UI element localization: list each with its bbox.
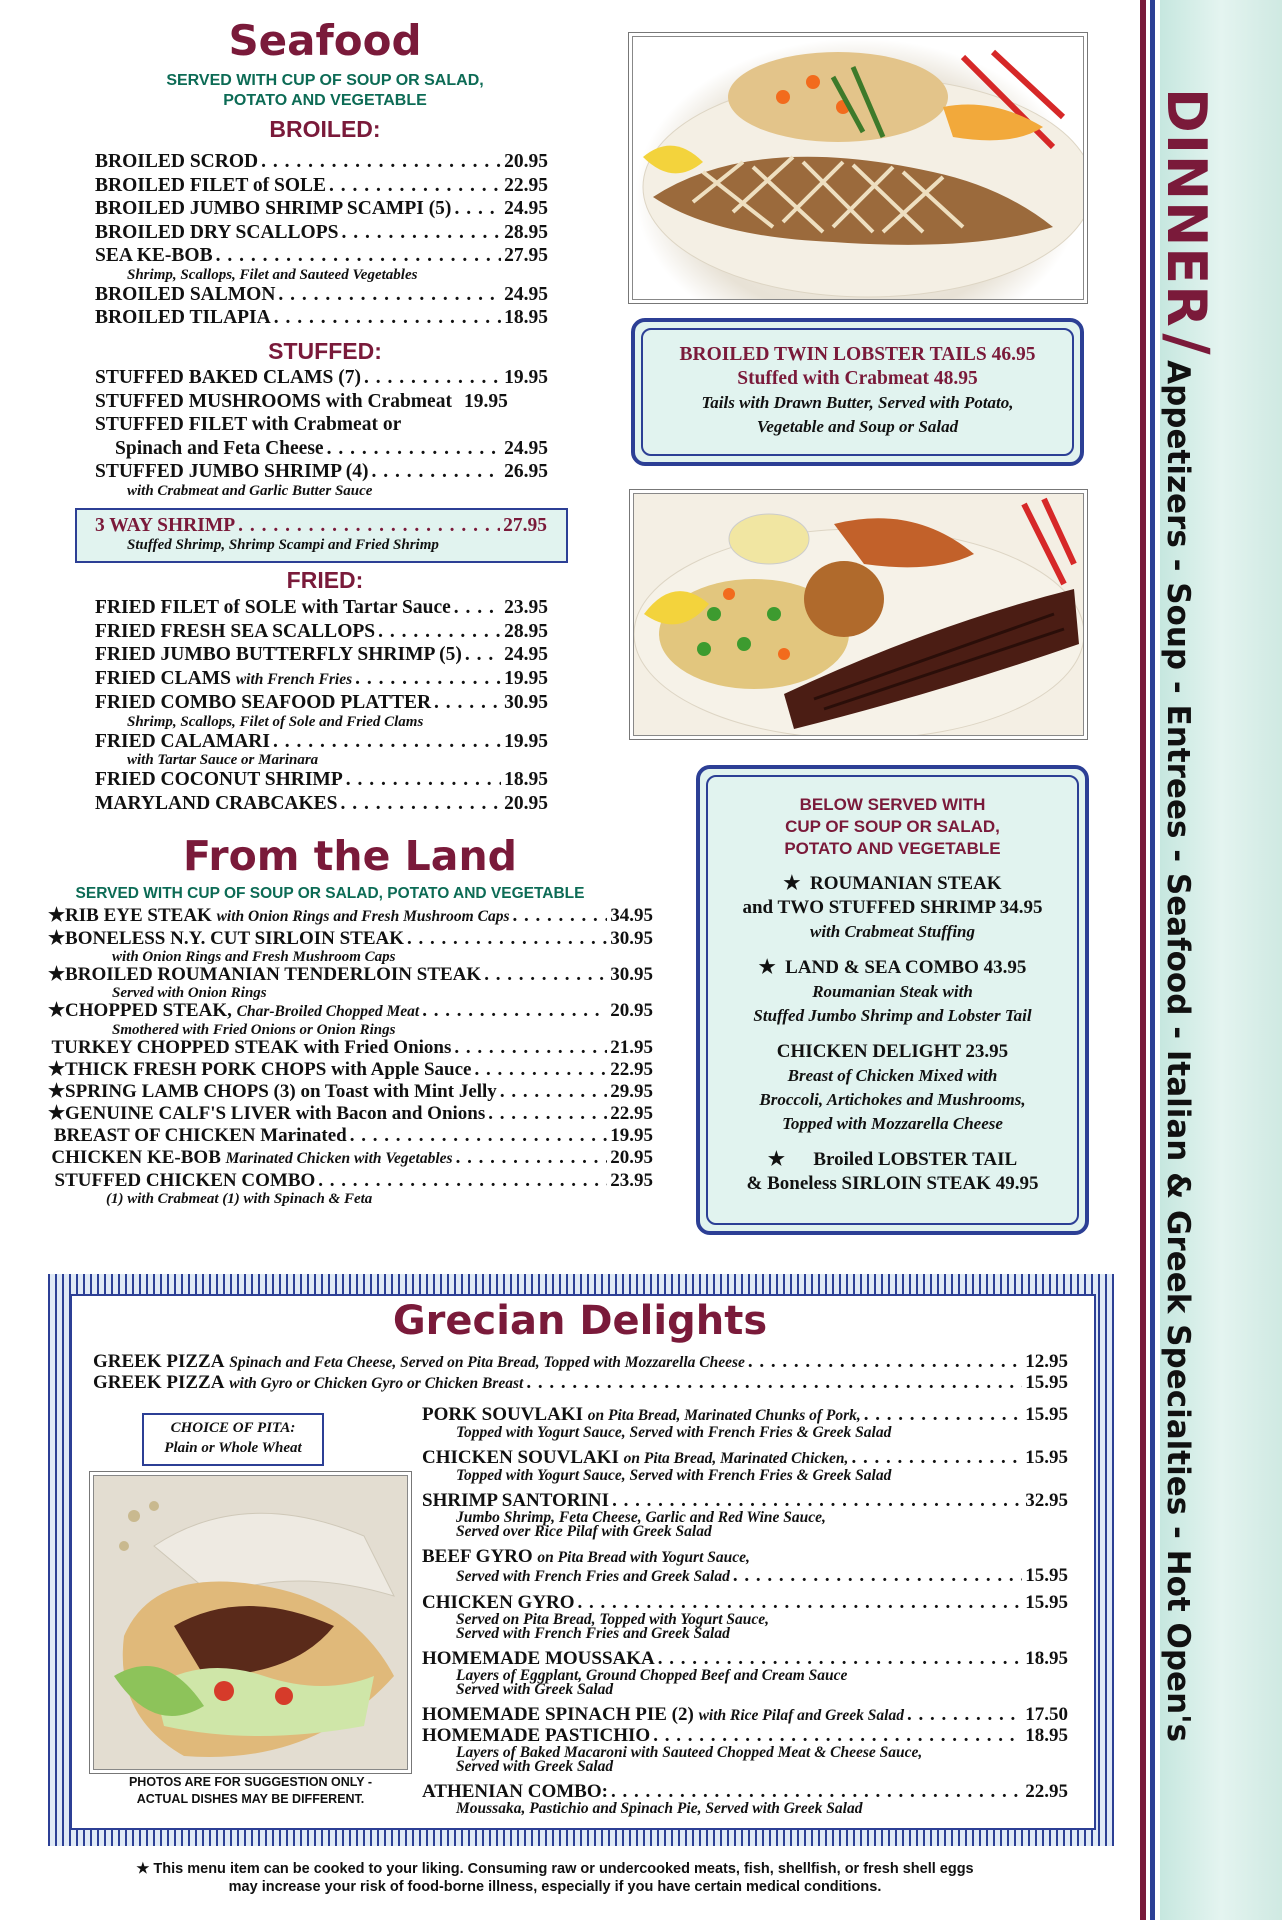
combo-item-2: ★ LAND & SEA COMBO 43.95 <box>758 957 1027 978</box>
star-icon: ★ <box>783 873 801 894</box>
menu-item: FRIED CALAMARI . . . 19.95 <box>95 730 548 754</box>
pita-line-2: Plain or Whole Wheat <box>164 1440 302 1456</box>
combo-item-1-c: with Crabmeat Stuffing <box>809 922 975 941</box>
combo-box-text <box>700 794 1085 1196</box>
menu-item: CHICKEN SOUVLAKI on Pita Bread, Marinated Chicken, . . . 15.95 <box>422 1448 1068 1469</box>
menu-item: ATHENIAN COMBO: . . . 22.95 <box>422 1782 1068 1802</box>
menu-item: STUFFED CHICKEN COMBO . . . 23.95 <box>48 1170 653 1192</box>
menu-item: CHICKEN KE-BOB Marinated Chicken with Vegetables . . . 20.95 <box>48 1147 653 1170</box>
lobster-line-1: BROILED TWIN LOBSTER TAILS 46.95 <box>679 344 1036 365</box>
menu-item-note: Topped with Yogurt Sauce, Served with French Fries & Greek Salad <box>456 1424 892 1441</box>
sidebar-slash: / <box>1154 333 1222 355</box>
menu-item: FRIED COMBO SEAFOOD PLATTER . . . 30.95 <box>95 691 548 715</box>
menu-item-note: Served with Greek Salad <box>456 1681 614 1698</box>
sidebar-dinner: DINNER <box>1155 88 1218 328</box>
combo-item-2-b: Roumanian Steak with <box>812 982 973 1001</box>
menu-item: BROILED DRY SCALLOPS . . . 28.95 <box>95 221 548 245</box>
combo-item-3-d: Topped with Mozzarella Cheese <box>782 1114 1003 1133</box>
star-icon: ★ <box>48 1103 66 1124</box>
combo-head-1: BELOW SERVED WITH <box>799 795 986 814</box>
gyro-photo <box>93 1475 408 1770</box>
menu-item: GREEK PIZZA with Gyro or Chicken Gyro or Chicken Breast . . . 15.95 <box>93 1373 1068 1394</box>
footer-disclaimer <box>80 1860 1030 1896</box>
menu-item-note: Smothered with Fried Onions or Onion Rings <box>112 1022 396 1038</box>
menu-item-note: Topped with Yogurt Sauce, Served with French Fries & Greek Salad <box>456 1467 892 1484</box>
menu-item: BROILED SALMON . . . 24.95 <box>95 283 548 307</box>
star-icon: ★ <box>767 1149 785 1170</box>
combo-item-4-b: & Boneless SIRLOIN STEAK 49.95 <box>746 1173 1039 1194</box>
star-icon: ★ <box>48 1081 66 1102</box>
menu-item: STUFFED BAKED CLAMS (7) . . . 19.95 <box>95 366 548 390</box>
lobster-line-4: Vegetable and Soup or Salad <box>756 417 959 436</box>
footer-line-2: may increase your risk of food-borne illness, especially if you have certain medical conditions. <box>228 1879 882 1895</box>
menu-item-note: Served with Onion Rings <box>112 985 267 1001</box>
fried-heading: FRIED: <box>286 567 364 593</box>
sidebar-title <box>1154 88 1222 1742</box>
menu-item: MARYLAND CRABCAKES . . . 20.95 <box>95 792 548 816</box>
menu-item-note: with Onion Rings and Fresh Mushroom Caps <box>112 949 396 965</box>
lobster-line-3: Tails with Drawn Butter, Served with Potato, <box>701 393 1014 412</box>
star-icon: ★ <box>758 957 776 978</box>
menu-item-note: with Tartar Sauce or Marinara <box>127 752 319 768</box>
grecian-title: Grecian Delights <box>392 1298 768 1344</box>
menu-item-note: Served on Pita Bread, Topped with Yogurt Sauce, <box>456 1611 770 1628</box>
combo-item-1-b: and TWO STUFFED SHRIMP 34.95 <box>742 897 1043 918</box>
broiled-list <box>95 150 548 330</box>
menu-item: FRIED JUMBO BUTTERFLY SHRIMP (5) . . . 24.95 <box>95 643 548 667</box>
menu-item: PORK SOUVLAKI on Pita Bread, Marinated Chunks of Pork, . . . 15.95 <box>422 1405 1068 1426</box>
menu-item: ★ BROILED ROUMANIAN TENDERLOIN STEAK . . . 30.95 <box>48 964 653 986</box>
combo-item-2-c: Stuffed Jumbo Shrimp and Lobster Tail <box>753 1006 1032 1025</box>
three-way-shrimp-box <box>75 508 568 563</box>
menu-item: ★ THICK FRESH PORK CHOPS with Apple Sauce . . . 22.95 <box>48 1059 653 1081</box>
menu-item: FRIED FILET of SOLE with Tartar Sauce . . . 23.95 <box>95 596 548 620</box>
menu-item-note: Stuffed Shrimp, Shrimp Scampi and Fried Shrimp <box>127 537 439 553</box>
steak-lobster-photo <box>633 493 1084 736</box>
seafood-title: Seafood <box>228 16 422 65</box>
menu-item: STUFFED MUSHROOMS with Crabmeat 19.95 <box>95 390 508 412</box>
pita-box <box>142 1413 324 1466</box>
stuffed-list <box>95 366 548 499</box>
menu-item: BREAST OF CHICKEN Marinated . . . 19.95 <box>48 1125 653 1147</box>
fish-photo <box>632 36 1084 300</box>
photo-disclaimer-2: ACTUAL DISHES MAY BE DIFFERENT. <box>136 1792 365 1806</box>
star-icon: ★ <box>48 905 66 926</box>
menu-item-note: with Crabmeat and Garlic Butter Sauce <box>127 482 373 499</box>
lobster-box-text <box>631 343 1084 439</box>
menu-item: GREEK PIZZA Spinach and Feta Cheese, Served on Pita Bread, Topped with Mozzarella Cheese . . . 12.95 <box>93 1352 1068 1373</box>
star-icon: ★ <box>48 1059 66 1080</box>
menu-item-note: Served with Greek Salad <box>456 1758 614 1775</box>
broiled-heading: BROILED: <box>269 116 381 142</box>
menu-item: FRIED FRESH SEA SCALLOPS . . . 28.95 <box>95 620 548 644</box>
menu-item: BROILED FILET of SOLE . . . 22.95 <box>95 174 548 198</box>
menu-item-note: Moussaka, Pastichio and Spinach Pie, Served with Greek Salad <box>456 1800 863 1817</box>
menu-item-note: Shrimp, Scallops, Filet and Sauteed Vegetables <box>127 266 418 283</box>
star-icon: ★ <box>48 1000 66 1021</box>
menu-item: FRIED COCONUT SHRIMP . . . 18.95 <box>95 768 548 792</box>
menu-item: Spinach and Feta Cheese . . . 24.95 <box>95 437 548 461</box>
menu-item: HOMEMADE PASTICHIO . . . 18.95 <box>422 1726 1068 1746</box>
menu-item-note: Layers of Eggplant, Ground Chopped Beef and Cream Sauce <box>456 1667 848 1684</box>
land-list <box>48 905 653 1206</box>
stuffed-heading: STUFFED: <box>268 338 382 364</box>
photo-disclaimer-1: PHOTOS ARE FOR SUGGESTION ONLY - <box>128 1775 373 1789</box>
fish-plate-illustration <box>633 37 1083 299</box>
combo-item-3: CHICKEN DELIGHT 23.95 <box>776 1041 1009 1062</box>
menu-item: BROILED TILAPIA . . . 18.95 <box>95 306 548 330</box>
steak-plate-illustration <box>634 494 1083 735</box>
menu-item: STUFFED JUMBO SHRIMP (4) . . . 26.95 <box>95 460 548 484</box>
greek-pizza-list <box>93 1352 1068 1394</box>
star-icon: ★ <box>48 964 66 985</box>
menu-item: BROILED JUMBO SHRIMP SCAMPI (5) . . . 24.95 <box>95 197 548 221</box>
menu-item: TURKEY CHOPPED STEAK with Fried Onions . . . 21.95 <box>48 1037 653 1059</box>
star-icon: ★ <box>48 928 66 949</box>
combo-item-4: ★ Broiled LOBSTER TAIL <box>767 1149 1018 1170</box>
seafood-subtitle-1: SERVED WITH CUP OF SOUP OR SALAD, <box>166 72 484 89</box>
sidebar-subtitle: Appetizers - Soup - Entrees - Seafood - Italian & Greek Specialties - Hot Open's <box>1160 360 1196 1743</box>
combo-head-2: CUP OF SOUP OR SALAD, <box>785 817 1000 836</box>
menu-item: HOMEMADE MOUSSAKA . . . 18.95 <box>422 1649 1068 1669</box>
combo-item-1: ★ ROUMANIAN STEAK <box>783 873 1002 894</box>
menu-item: ★ BONELESS N.Y. CUT SIRLOIN STEAK . . . 30.95 <box>48 928 653 950</box>
menu-item: SHRIMP SANTORINI . . . 32.95 <box>422 1491 1068 1511</box>
land-subtitle: SERVED WITH CUP OF SOUP OR SALAD, POTATO AND VEGETABLE <box>75 885 585 902</box>
pita-line-1: CHOICE OF PITA: <box>170 1420 296 1436</box>
combo-item-3-b: Breast of Chicken Mixed with <box>787 1066 998 1085</box>
menu-item: ★ SPRING LAMB CHOPS (3) on Toast with Mint Jelly . . . 29.95 <box>48 1081 653 1103</box>
menu-item-note: Layers of Baked Macaroni with Sauteed Chopped Meat & Cheese Sauce, <box>456 1744 923 1761</box>
gyro-illustration <box>94 1476 407 1769</box>
menu-item: ★ GENUINE CALF'S LIVER with Bacon and Onions . . . 22.95 <box>48 1103 653 1125</box>
menu-item: STUFFED FILET with Crabmeat or <box>95 414 402 435</box>
combo-head-3: POTATO AND VEGETABLE <box>784 839 1001 858</box>
menu-item: HOMEMADE SPINACH PIE (2) with Rice Pilaf and Greek Salad . . . 17.50 <box>422 1705 1068 1726</box>
menu-item: ★ RIB EYE STEAK with Onion Rings and Fresh Mushroom Caps . . . 34.95 <box>48 905 653 928</box>
menu-item: 3 WAY SHRIMP . . . 27.95 <box>95 514 547 538</box>
greek-items-list <box>422 1405 1068 1816</box>
menu-item-note: Served with French Fries and Greek Salad <box>456 1625 730 1642</box>
menu-item-note: Jumbo Shrimp, Feta Cheese, Garlic and Red Wine Sauce, <box>456 1509 826 1526</box>
menu-item: Served with French Fries and Greek Salad . . . 15.95 <box>422 1568 1068 1585</box>
lobster-line-2: Stuffed with Crabmeat 48.95 <box>737 368 978 389</box>
menu-item: BEEF GYRO on Pita Bread with Yogurt Sauce, <box>422 1546 750 1567</box>
menu-item: CHICKEN GYRO . . . 15.95 <box>422 1593 1068 1613</box>
photo-disclaimer <box>93 1774 408 1808</box>
combo-item-3-c: Broccoli, Artichokes and Mushrooms, <box>759 1090 1026 1109</box>
footer-line-1: ★ This menu item can be cooked to your liking. Consuming raw or undercooked meats, fish, shellfish, or fresh shell eggs <box>136 1861 974 1877</box>
menu-item: ★ CHOPPED STEAK, Char-Broiled Chopped Meat . . . 20.95 <box>48 1000 653 1023</box>
menu-item-note: (1) with Crabmeat (1) with Spinach & Feta <box>106 1191 373 1207</box>
menu-item: BROILED SCROD . . . 20.95 <box>95 150 548 174</box>
menu-item: FRIED CLAMS with French Fries . . . 19.95 <box>95 667 548 692</box>
seafood-subtitle-2: POTATO AND VEGETABLE <box>223 92 427 109</box>
land-title: From the Land <box>183 832 517 880</box>
menu-item-note: Shrimp, Scallops, Filet of Sole and Fried Clams <box>127 713 424 730</box>
menu-item-note: Served over Rice Pilaf with Greek Salad <box>456 1523 712 1540</box>
menu-item: SEA KE-BOB . . . 27.95 <box>95 244 548 268</box>
fried-list <box>95 596 548 815</box>
